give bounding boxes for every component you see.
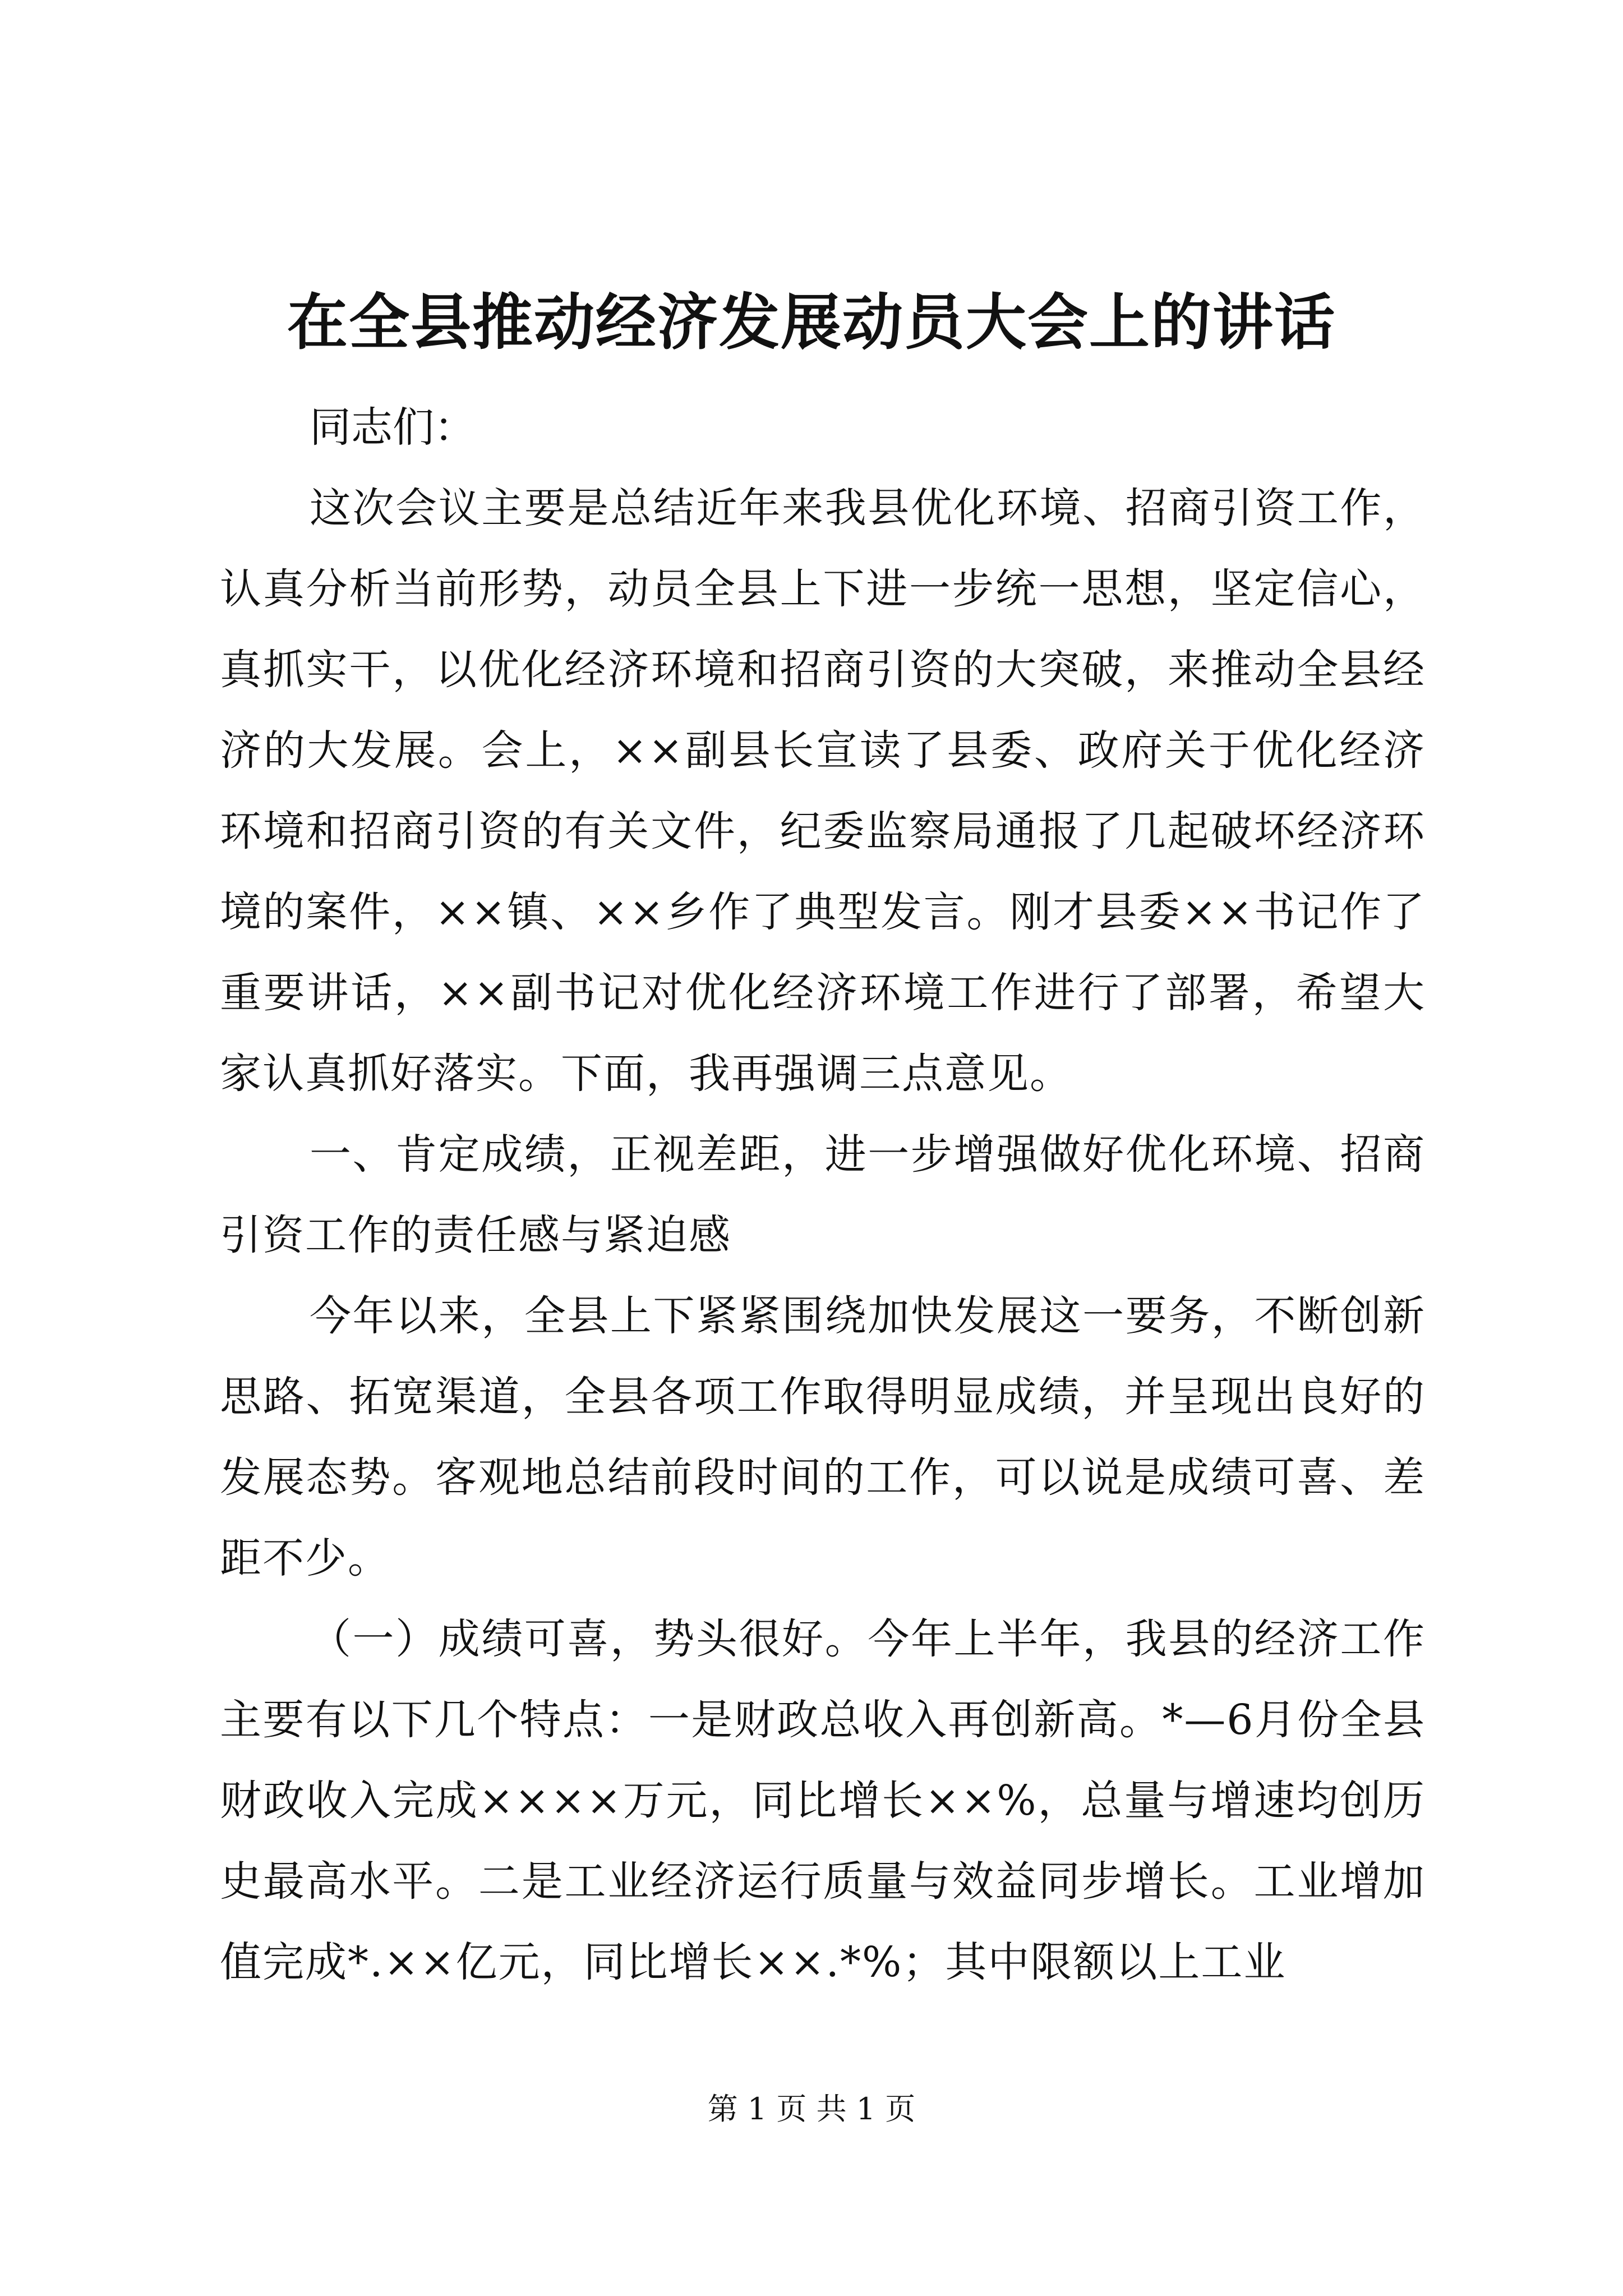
document-body — [220, 387, 1426, 2003]
page-footer: 第 1 页 共 1 页 — [707, 2091, 916, 2127]
paragraph-intro: 这次会议主要是总结近年来我县优化环境、招商引资工作，认真分析当前形势，动员全县上下进一步统一思想，坚定信心，真抓实干，以优化经济环境和招商引资的大突破，来推动全县经济的大发展。会上，××副县长宣读了县委、政府关于优化经济环境和招商引资的有关文件，纪委监察局通报了几起破坏经济环境的案件，××镇、××乡作了典型发言。刚才县委××书记作了重要讲话，××副书记对优化经济环境工作进行了部署，希望大家认真抓好落实。下面，我再强调三点意见。 — [220, 484, 1426, 1098]
greeting: 同志们： — [310, 403, 476, 452]
document-title: 在全县推动经济发展动员大会上的讲话 — [287, 287, 1336, 358]
section-heading-1: 一、肯定成绩，正视差距，进一步增强做好优化环境、招商引资工作的责任感与紧迫感 — [220, 1130, 1426, 1259]
paragraph-overview: 今年以来，全县上下紧紧围绕加快发展这一要务，不断创新思路、拓宽渠道，全县各项工作取得明显成绩，并呈现出良好的发展态势。客观地总结前段时间的工作，可以说是成绩可喜、差距不少。 — [220, 1292, 1426, 1582]
paragraph-achievements: （一）成绩可喜，势头很好。今年上半年，我县的经济工作主要有以下几个特点：一是财政总收入再创新高。*—6月份全县财政收入完成××××万元，同比增长××%，总量与增速均创历史最高水平。二是工业经济运行质量与效益同步增长。工业增加值完成*.××亿元，同比增长××.*%；其中限额以上工业 — [220, 1615, 1426, 1986]
